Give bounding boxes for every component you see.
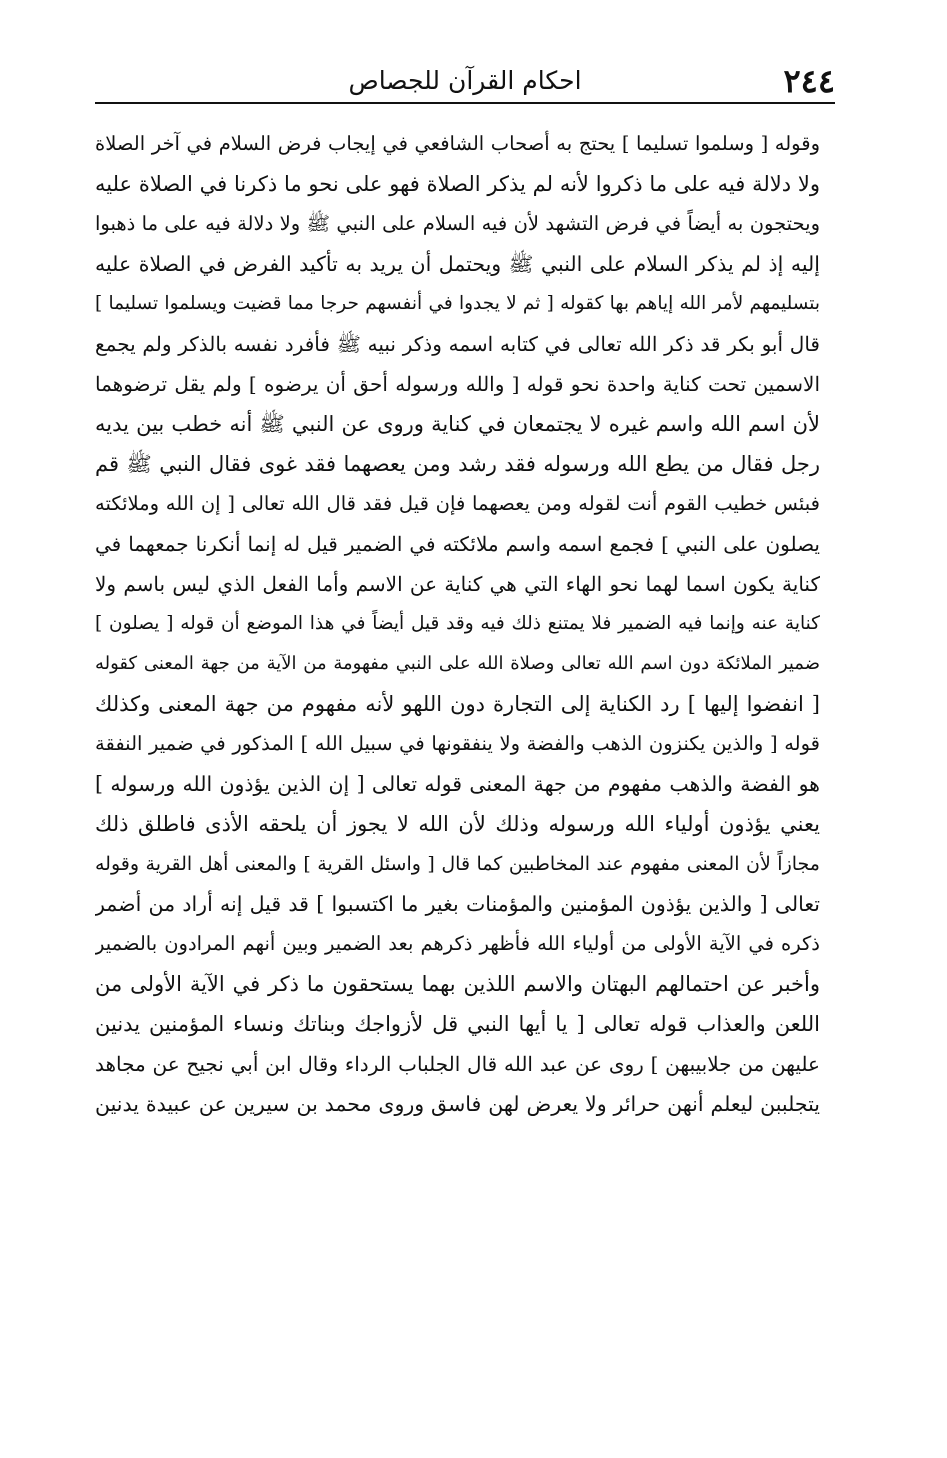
text-line: فبئس خطيب القوم أنت لقوله ومن يعصهما فإن قيل فقد قال الله تعالى [ إن الله وملائكته [95, 492, 820, 515]
text-line: كناية عنه وإنما فيه الضمير فلا يمتنع ذلك فيه وقد قيل أيضاً في هذا الموضع أن قوله [ يصلون ] [95, 613, 820, 634]
text-line: رجل فقال من يطع الله ورسوله فقد رشد ومن يعصهما فقد غوى فقال النبي ﷺ قم [95, 452, 820, 476]
text-line: وقوله [ وسلموا تسليما ] يحتج به أصحاب الشافعي في إيجاب فرض السلام في آخر الصلاة [95, 132, 820, 155]
text-line: هو الفضة والذهب مفهوم من جهة المعنى قوله تعالى [ إن الذين يؤذون الله ورسوله ] [95, 772, 820, 796]
text-line: وأخبر عن احتمالهم البهتان والاسم اللذين بهما يستحقون ما ذكر في الآية الأولى من [95, 972, 820, 996]
page-number: ٢٤٤ [783, 62, 835, 100]
text-line: ذكره في الآية الأولى من أولياء الله فأظهر ذكرهم بعد الضمير وبين أنهم المرادون بالضمير [95, 932, 820, 955]
text-line: يصلون على النبي ] فجمع اسمه واسم ملائكته في الضمير قيل له إنما أنكرنا جمعهما في [95, 532, 820, 556]
running-title: احكام القرآن للجصاص [348, 66, 582, 95]
text-line: قوله [ والذين يكنزون الذهب والفضة ولا ينفقونها في سبيل الله ] المذكور في ضمير النفقة [95, 732, 820, 755]
text-line: [ انفضوا إليها ] رد الكناية إلى التجارة دون اللهو لأنه مفهوم من جهة المعنى وكذلك [95, 692, 820, 716]
text-line: قال أبو بكر قد ذكر الله تعالى في كتابه اسمه وذكر نبيه ﷺ فأفرد نفسه بالذكر ولم يجمع [95, 332, 820, 356]
text-line: الاسمين تحت كناية واحدة نحو قوله [ والله ورسوله أحق أن يرضوه ] ولم يقل ترضوهما [95, 372, 820, 396]
text-line: ويحتجون به أيضاً في فرض التشهد لأن فيه السلام على النبي ﷺ ولا دلالة فيه على ما ذهبوا [95, 212, 820, 235]
text-line: يتجلببن ليعلم أنهن حرائر ولا يعرض لهن فاسق وروى محمد بن سيرين عن عبيدة يدنين [95, 1092, 820, 1116]
text-line: إليه إذ لم يذكر السلام على النبي ﷺ ويحتمل أن يريد به تأكيد الفرض في الصلاة عليه [95, 252, 820, 276]
text-line: ضمير الملائكة دون اسم الله تعالى وصلاة الله على النبي مفهومة من الآية من جهة المعنى كقوله [95, 653, 820, 674]
text-line: عليهن من جلابيبهن ] روى عن عبد الله قال الجلباب الرداء وقال ابن أبي نجيح عن مجاهد [95, 1052, 820, 1076]
text-line: بتسليمهم لأمر الله إياهم بها كقوله [ ثم لا يجدوا في أنفسهم حرجا مما قضيت ويسلموا تسليما ] [95, 293, 820, 314]
body-text [95, 124, 820, 1124]
text-line: كناية يكون اسما لهما نحو الهاء التي هي كناية عن الاسم وأما الفعل الذي ليس باسم ولا [95, 572, 820, 596]
text-line: اللعن والعذاب قوله تعالى [ يا أيها النبي قل لأزواجك وبناتك ونساء المؤمنين يدنين [95, 1012, 820, 1036]
text-line: تعالى [ والذين يؤذون المؤمنين والمؤمنات بغير ما اكتسبوا ] قد قيل إنه أراد من أضمر [95, 892, 820, 916]
text-line: ولا دلالة فيه على ما ذكروا لأنه لم يذكر الصلاة فهو على نحو ما ذكرنا في الصلاة عليه [95, 172, 820, 196]
text-line: لأن اسم الله واسم غيره لا يجتمعان في كناية وروى عن النبي ﷺ أنه خطب بين يديه [95, 412, 820, 436]
text-line: مجازاً لأن المعنى مفهوم عند المخاطبين كما قال [ واسئل القرية ] والمعنى أهل القرية وقوله [95, 853, 820, 875]
header-rule [95, 102, 835, 104]
page-header [95, 62, 835, 100]
text-line: يعني يؤذون أولياء الله ورسوله وذلك لأن الله لا يجوز أن يلحقه الأذى فاطلق ذلك [95, 812, 820, 836]
